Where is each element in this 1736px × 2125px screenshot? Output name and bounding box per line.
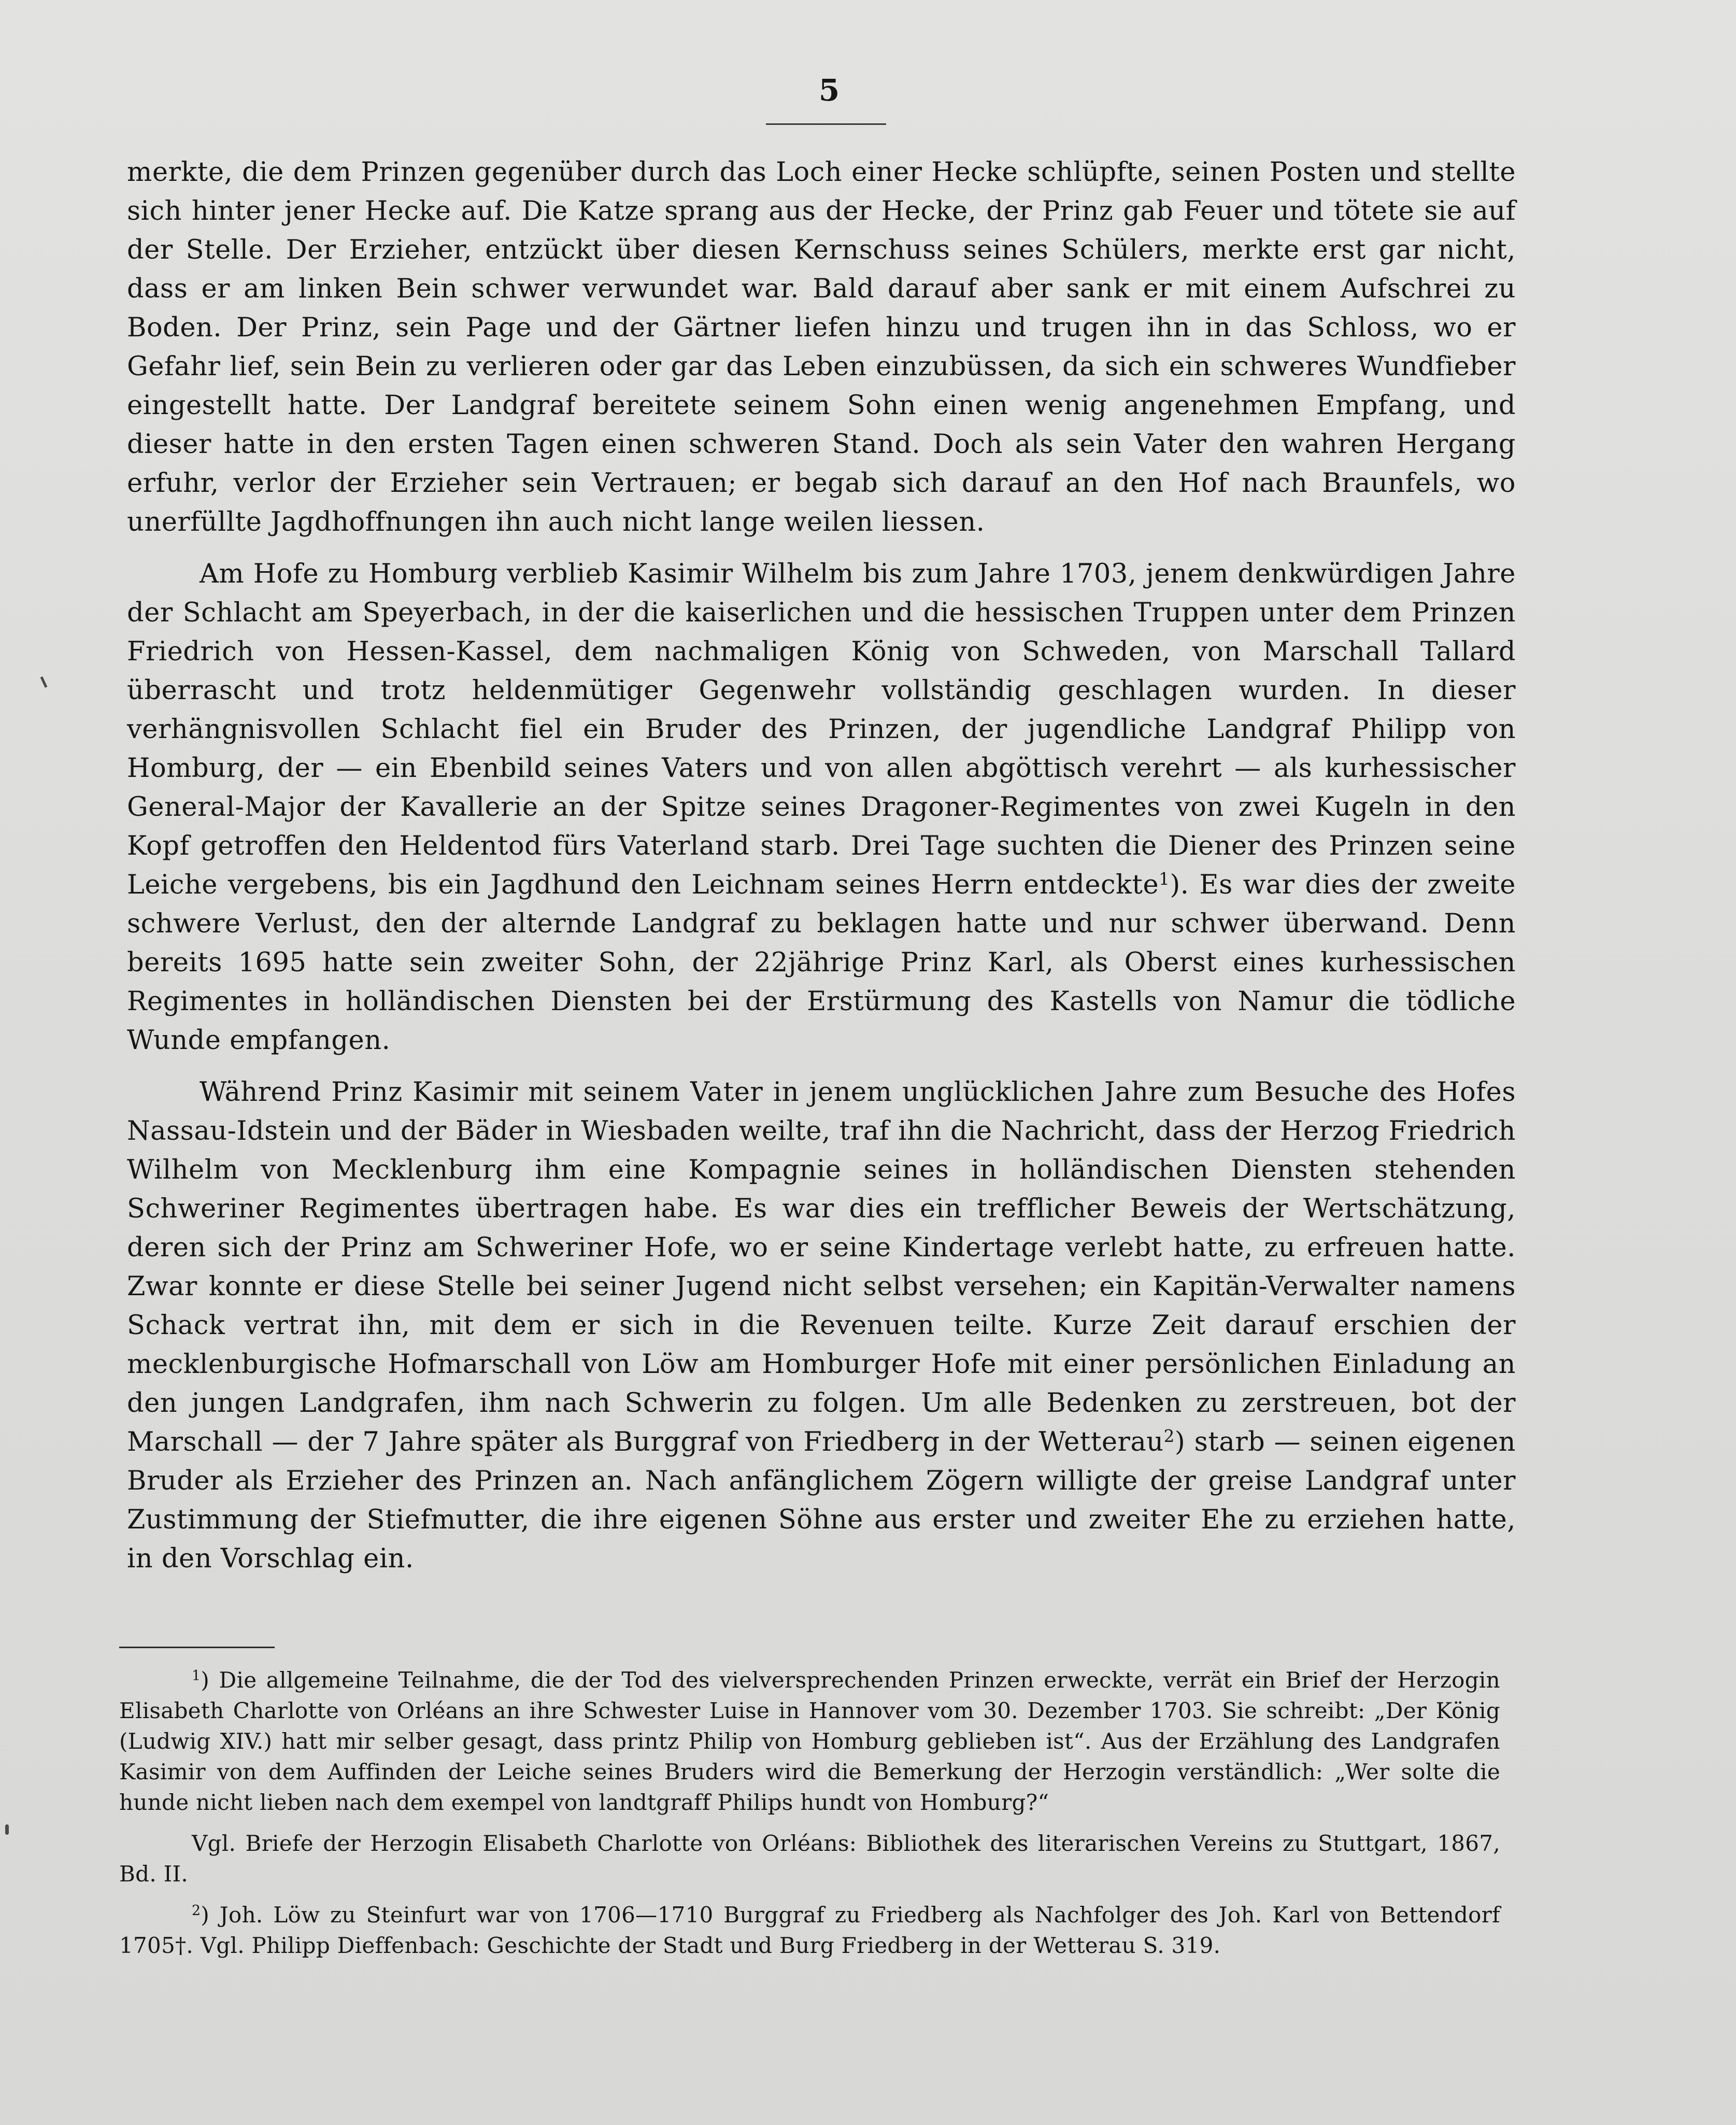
paragraph-1	[127, 153, 1516, 542]
paragraph-3-text-part-2: starb — seinen eigenen Bruder als Erzieher des Prinzen an. Nach anfänglichem Zögern willigte der greise Landgraf unter Zustimmung der Stiefmutter, die ihre eigenen Söhne aus erster und zweiter Ehe zu erziehen hatte, in den Vorschlag ein.	[127, 1427, 1516, 1574]
footnote-1-marker-tail: )	[201, 1667, 210, 1693]
footnote-2-marker-tail: )	[201, 1902, 210, 1928]
footnote-reference-1: 1	[1159, 869, 1170, 889]
margin-ink-mark	[40, 676, 48, 688]
footnote-2-marker: 2	[192, 1903, 201, 1919]
paragraph-3-text-part-1: Während Prinz Kasimir mit seinem Vater in jenem unglücklichen Jahre zum Besuche des Hofes Nassau-Idstein und der Bäder in Wiesbaden weilte, traf ihn die Nachricht, dass der Herzog Friedrich Wilhelm von Mecklenburg ihm eine Kompagnie seines in holländischen Diensten stehenden Schweriner Regimentes übertragen habe. Es war dies ein trefflicher Beweis der Wertschätzung, deren sich der Prinz am Schweriner Hofe, wo er seine Kindertage verlebt hatte, zu erfreuen hatte. Zwar konnte er diese Stelle bei seiner Jugend nicht selbst versehen; ein Kapitän-Verwalter namens Schack vertrat ihn, mit dem er sich in die Revenuen teilte. Kurze Zeit darauf erschien der mecklenburgische Hofmarschall von Löw am Homburger Hofe mit einer persönlichen Einladung an den jungen Landgrafen, ihm nach Schwerin zu folgen. Um alle Bedenken zu zerstreuen, bot der Marschall — der 7 Jahre später als Burggraf von Friedberg in der Wetterau	[127, 1077, 1516, 1457]
page-number-rule	[766, 123, 886, 125]
main-text	[127, 153, 1516, 1578]
footnote-1-text: Die allgemeine Teilnahme, die der Tod des vielversprechenden Prinzen erweckte, verrät ein Brief der Herzogin Elisabeth Charlotte von Orléans an ihre Schwester Luise in Hannover vom 30. Dezember 1703. Sie schreibt: „Der König (Ludwig XIV.) hatt mir selber gesagt, dass printz Philip von Homburg geblieben ist“. Aus der Erzählung des Landgrafen Kasimir von dem Auffinden der Leiche seines Bruders wird die Bemerkung der Herzogin verständlich: „Wer solte die hunde nicht lieben nach dem exempel von landtgraff Philips hundt von Homburg?“	[119, 1667, 1500, 1815]
footnote-reference-1-tail: ).	[1170, 870, 1189, 900]
footnote-1	[119, 1665, 1500, 1818]
footnote-1-reference-note-text: Vgl. Briefe der Herzogin Elisabeth Charlotte von Orléans: Bibliothek des literarischen Vereins zu Stuttgart, 1867, Bd. II.	[119, 1831, 1500, 1887]
footnote-2	[119, 1900, 1500, 1961]
paragraph-1-text: merkte, die dem Prinzen gegenüber durch das Loch einer Hecke schlüpfte, seinen Posten und stellte sich hinter jener Hecke auf. Die Katze sprang aus der Hecke, der Prinz gab Feuer und tötete sie auf der Stelle. Der Erzieher, entzückt über diesen Kernschuss seines Schülers, merkte erst gar nicht, dass er am linken Bein schwer verwundet war. Bald darauf aber sank er mit einem Aufschrei zu Boden. Der Prinz, sein Page und der Gärtner liefen hinzu und trugen ihn in das Schloss, wo er Gefahr lief, sein Bein zu verlieren oder gar das Leben einzubüssen, da sich ein schweres Wundfieber eingestellt hatte. Der Landgraf bereitete seinem Sohn einen wenig angenehmen Empfang, und dieser hatte in den ersten Tagen einen schweren Stand. Doch als sein Vater den wahren Hergang erfuhr, verlor der Erzieher sein Vertrauen; er begab sich darauf an den Hof nach Braunfels, wo unerfüllte Jagdhoffnungen ihn auch nicht lange weilen liessen.	[127, 157, 1516, 537]
footnote-reference-2: 2	[1163, 1426, 1175, 1447]
footnote-1-reference-note	[119, 1828, 1500, 1889]
footnote-1-marker: 1	[192, 1668, 201, 1684]
paragraph-2	[127, 555, 1516, 1060]
margin-dot	[5, 1824, 9, 1835]
paragraph-2-text-part-2: Es war dies der zweite schwere Verlust, den der alternde Landgraf zu beklagen hatte und nur schwer überwand. Denn bereits 1695 hatte sein zweiter Sohn, der 22jährige Prinz Karl, als Oberst eines kurhessischen Regimentes in holländischen Diensten bei der Erstürmung des Kastells von Namur die tödliche Wunde empfangen.	[127, 870, 1516, 1056]
footnote-2-text: Joh. Löw zu Steinfurt war von 1706—1710 Burggraf zu Friedberg als Nachfolger des Joh. Karl von Bettendorf 1705†. Vgl. Philipp Dieffenbach: Geschichte der Stadt und Burg Friedberg in der Wetterau S. 319.	[119, 1902, 1500, 1958]
paragraph-3	[127, 1073, 1516, 1578]
paragraph-2-text-part-1: Am Hofe zu Homburg verblieb Kasimir Wilhelm bis zum Jahre 1703, jenem denkwürdigen Jahre der Schlacht am Speyerbach, in der die kaiserlichen und die hessischen Truppen unter dem Prinzen Friedrich von Hessen-Kassel, dem nachmaligen König von Schweden, von Marschall Tallard überrascht und trotz heldenmütiger Gegenwehr vollständig geschlagen wurden. In dieser verhängnisvollen Schlacht fiel ein Bruder des Prinzen, der jugendliche Landgraf Philipp von Homburg, der — ein Ebenbild seines Vaters und von allen abgöttisch verehrt — als kurhessischer General-Major der Kavallerie an der Spitze seines Dragoner-Regimentes von zwei Kugeln in den Kopf getroffen den Heldentod fürs Vaterland starb. Drei Tage suchten die Diener des Prinzen seine Leiche vergebens, bis ein Jagdhund den Leichnam seines Herrn entdeckte	[127, 559, 1516, 900]
footnotes	[119, 1665, 1500, 1961]
page-number: 5	[818, 73, 840, 108]
footnote-reference-2-tail: )	[1174, 1427, 1186, 1457]
footnote-separator	[119, 1647, 275, 1648]
